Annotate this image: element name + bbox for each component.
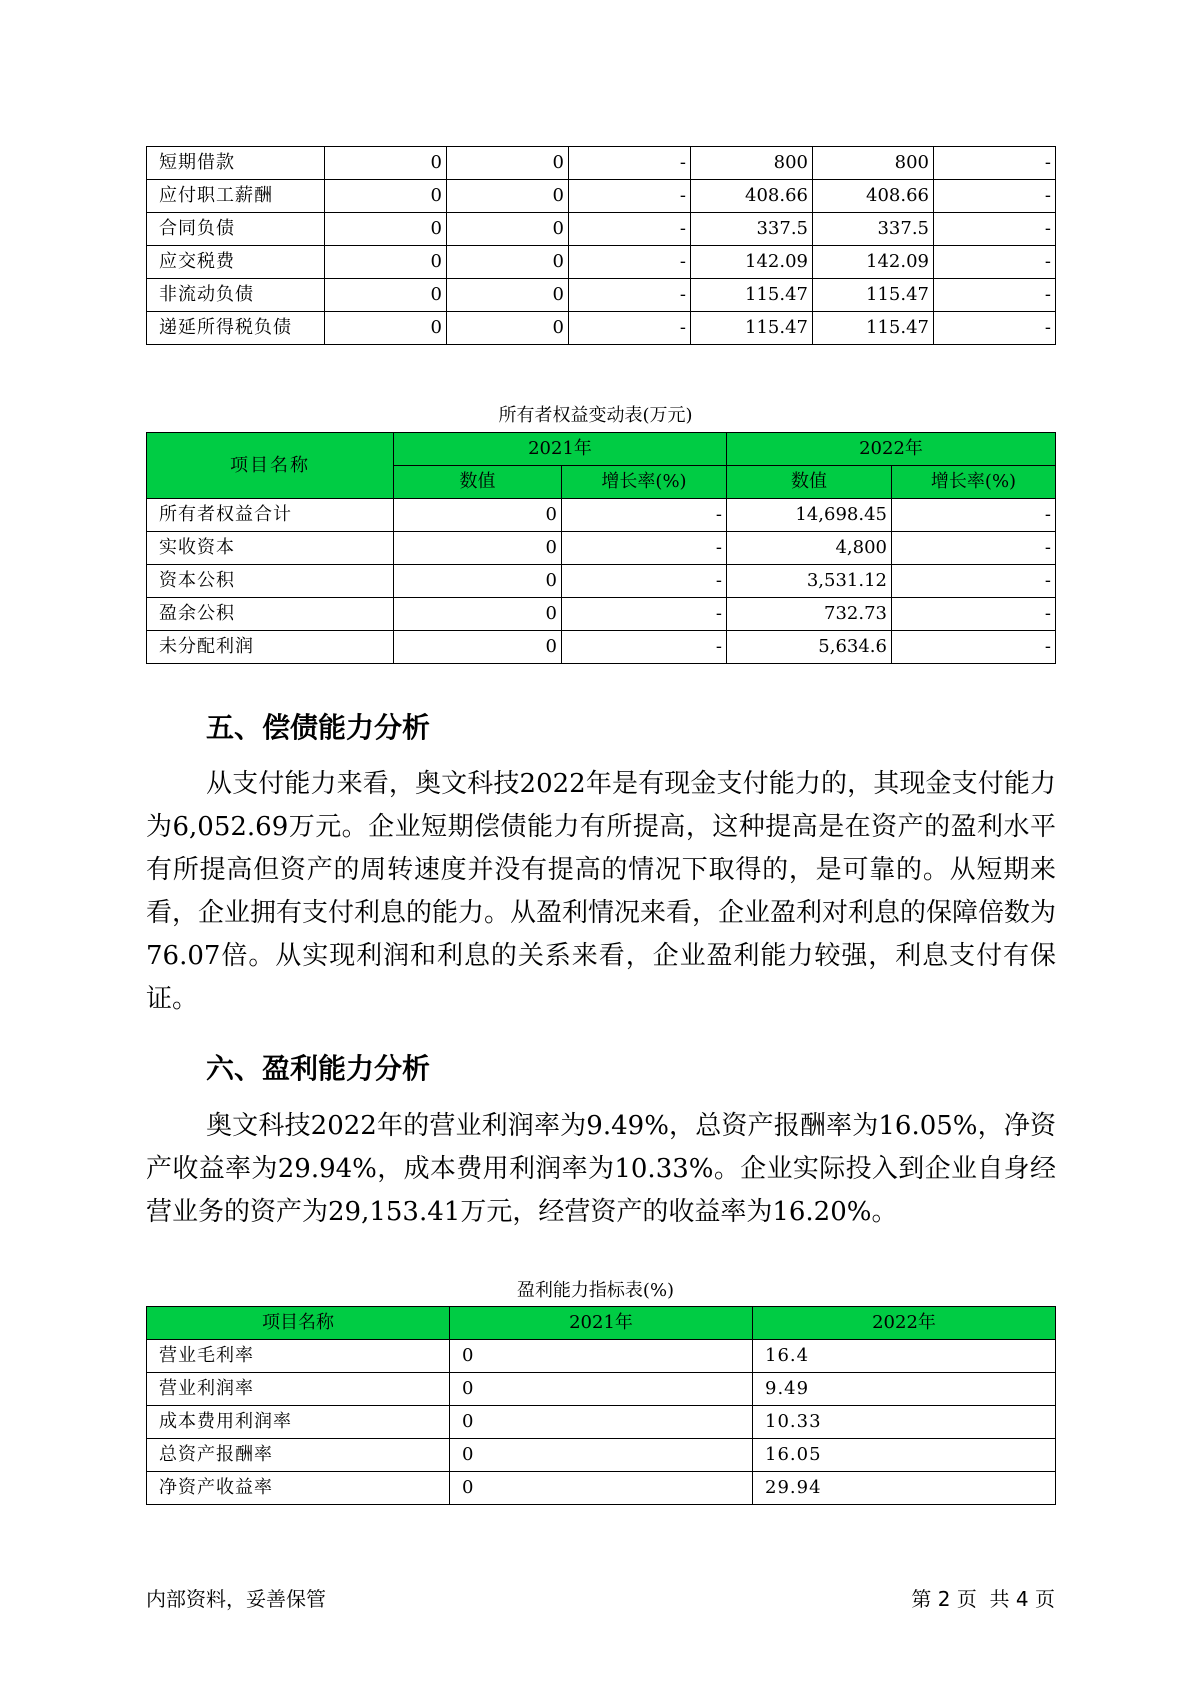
cell-value: 0 [325, 312, 447, 345]
cell-value: 408.66 [813, 180, 934, 213]
row-name: 非流动负债 [147, 279, 325, 312]
cell-value: 3,531.12 [727, 565, 892, 598]
cell-value: 0 [450, 1340, 753, 1373]
cell-value: - [569, 147, 691, 180]
profit-table-caption: 盈利能力指标表(%) [516, 1280, 675, 1301]
cell-value: 0 [394, 598, 562, 631]
equity-table-caption: 所有者权益变动表(万元) [498, 405, 693, 426]
row-name: 应付职工薪酬 [147, 180, 325, 213]
cell-value: 0 [447, 147, 569, 180]
row-name: 成本费用利润率 [147, 1406, 450, 1439]
cell-value: 115.47 [813, 312, 934, 345]
cell-value: - [934, 213, 1056, 246]
cell-value: 29.94 [753, 1472, 1056, 1505]
table-row [147, 147, 1056, 180]
cell-value: 337.5 [813, 213, 934, 246]
section-paragraph: 奥文科技2022年的营业利润率为9.49%，总资产报酬率为16.05%，净资产收益率为29.94%，成本费用利润率为10.33%。企业实际投入到企业自身经营业务的资产为29,153.41万元，经营资产的收益率为16.20%。 [146, 1111, 1056, 1227]
header-item: 项目名称 [147, 1307, 450, 1340]
header-growth: 增长率(%) [892, 466, 1056, 499]
header-value: 数值 [394, 466, 562, 499]
cell-value: 0 [325, 180, 447, 213]
cell-value: 115.47 [813, 279, 934, 312]
table-row [147, 246, 1056, 279]
cell-value: - [569, 246, 691, 279]
table-row [147, 180, 1056, 213]
table-row [147, 213, 1056, 246]
cell-value: - [892, 532, 1056, 565]
cell-value: - [934, 246, 1056, 279]
cell-value: - [892, 598, 1056, 631]
table-row [147, 499, 1056, 532]
cell-value: - [562, 499, 727, 532]
cell-value: - [562, 631, 727, 664]
row-name: 营业毛利率 [147, 1340, 450, 1373]
cell-value: 142.09 [691, 246, 813, 279]
liabilities-table [146, 146, 1056, 345]
table-row [147, 279, 1056, 312]
cell-value: 142.09 [813, 246, 934, 279]
row-name: 递延所得税负债 [147, 312, 325, 345]
section-heading: 六、盈利能力分析 [206, 1052, 431, 1085]
row-name: 资本公积 [147, 565, 394, 598]
header-growth: 增长率(%) [562, 466, 727, 499]
row-name: 所有者权益合计 [147, 499, 394, 532]
header-year-2022: 2022年 [753, 1307, 1056, 1340]
table-row [147, 1340, 1056, 1373]
cell-value: - [569, 312, 691, 345]
cell-value: - [562, 532, 727, 565]
table-row [147, 532, 1056, 565]
cell-value: 0 [394, 532, 562, 565]
cell-value: - [569, 180, 691, 213]
cell-value: 0 [325, 147, 447, 180]
table-row [147, 631, 1056, 664]
cell-value: 0 [450, 1439, 753, 1472]
cell-value: - [934, 180, 1056, 213]
cell-value: 732.73 [727, 598, 892, 631]
header-year-2021: 2021年 [394, 433, 727, 466]
cell-value: 10.33 [753, 1406, 1056, 1439]
row-name: 实收资本 [147, 532, 394, 565]
cell-value: - [569, 213, 691, 246]
cell-value: 0 [450, 1406, 753, 1439]
cell-value: - [934, 147, 1056, 180]
cell-value: 4,800 [727, 532, 892, 565]
table-header-row [147, 433, 1056, 466]
cell-value: 115.47 [691, 279, 813, 312]
cell-value: 0 [325, 213, 447, 246]
row-name: 应交税费 [147, 246, 325, 279]
cell-value: 0 [325, 279, 447, 312]
cell-value: - [892, 631, 1056, 664]
table-header-row [147, 1307, 1056, 1340]
cell-value: - [892, 499, 1056, 532]
cell-value: 0 [447, 180, 569, 213]
cell-value: 16.05 [753, 1439, 1056, 1472]
row-name: 营业利润率 [147, 1373, 450, 1406]
table-row [147, 1373, 1056, 1406]
row-name: 总资产报酬率 [147, 1439, 450, 1472]
cell-value: - [562, 565, 727, 598]
cell-value: 0 [394, 499, 562, 532]
table-row [147, 1472, 1056, 1505]
cell-value: 0 [394, 631, 562, 664]
cell-value: 9.49 [753, 1373, 1056, 1406]
cell-value: 800 [813, 147, 934, 180]
header-year-2021: 2021年 [450, 1307, 753, 1340]
cell-value: - [562, 598, 727, 631]
cell-value: 5,634.6 [727, 631, 892, 664]
profit-table [146, 1306, 1056, 1505]
cell-value: 0 [447, 246, 569, 279]
table-row [147, 1406, 1056, 1439]
table-row [147, 312, 1056, 345]
header-year-2022: 2022年 [727, 433, 1056, 466]
cell-value: - [934, 279, 1056, 312]
row-name: 短期借款 [147, 147, 325, 180]
header-value: 数值 [727, 466, 892, 499]
table-row [147, 598, 1056, 631]
section-paragraph: 从支付能力来看，奥文科技2022年是有现金支付能力的，其现金支付能力为6,052.69万元。企业短期偿债能力有所提高，这种提高是在资产的盈利水平有所提高但资产的周转速度并没有提高的情况下取得的，是可靠的。从短期来看，企业拥有支付利息的能力。从盈利情况来看，企业盈利对利息的保障倍数为76.07倍。从实现利润和利息的关系来看，企业盈利能力较强，利息支付有保证。 [146, 769, 1057, 1014]
row-name: 净资产收益率 [147, 1472, 450, 1505]
row-name: 合同负债 [147, 213, 325, 246]
cell-value: 0 [447, 213, 569, 246]
cell-value: 0 [325, 246, 447, 279]
liabilities-table-body [147, 147, 1056, 345]
cell-value: 0 [394, 565, 562, 598]
cell-value: 115.47 [691, 312, 813, 345]
cell-value: 0 [450, 1373, 753, 1406]
cell-value: 337.5 [691, 213, 813, 246]
cell-value: 16.4 [753, 1340, 1056, 1373]
cell-value: 14,698.45 [727, 499, 892, 532]
cell-value: 0 [447, 312, 569, 345]
footer-page-number: 第 2 页 共 4 页 [911, 1587, 1055, 1611]
section-heading: 五、偿债能力分析 [206, 711, 431, 744]
footer-left: 内部资料，妥善保管 [146, 1587, 326, 1611]
cell-value: 0 [450, 1472, 753, 1505]
cell-value: - [934, 312, 1056, 345]
table-row [147, 1439, 1056, 1472]
row-name: 未分配利润 [147, 631, 394, 664]
cell-value: 408.66 [691, 180, 813, 213]
cell-value: 0 [447, 279, 569, 312]
equity-table [146, 432, 1056, 664]
row-name: 盈余公积 [147, 598, 394, 631]
cell-value: 800 [691, 147, 813, 180]
header-item: 项目名称 [147, 433, 394, 499]
table-row [147, 565, 1056, 598]
cell-value: - [892, 565, 1056, 598]
cell-value: - [569, 279, 691, 312]
